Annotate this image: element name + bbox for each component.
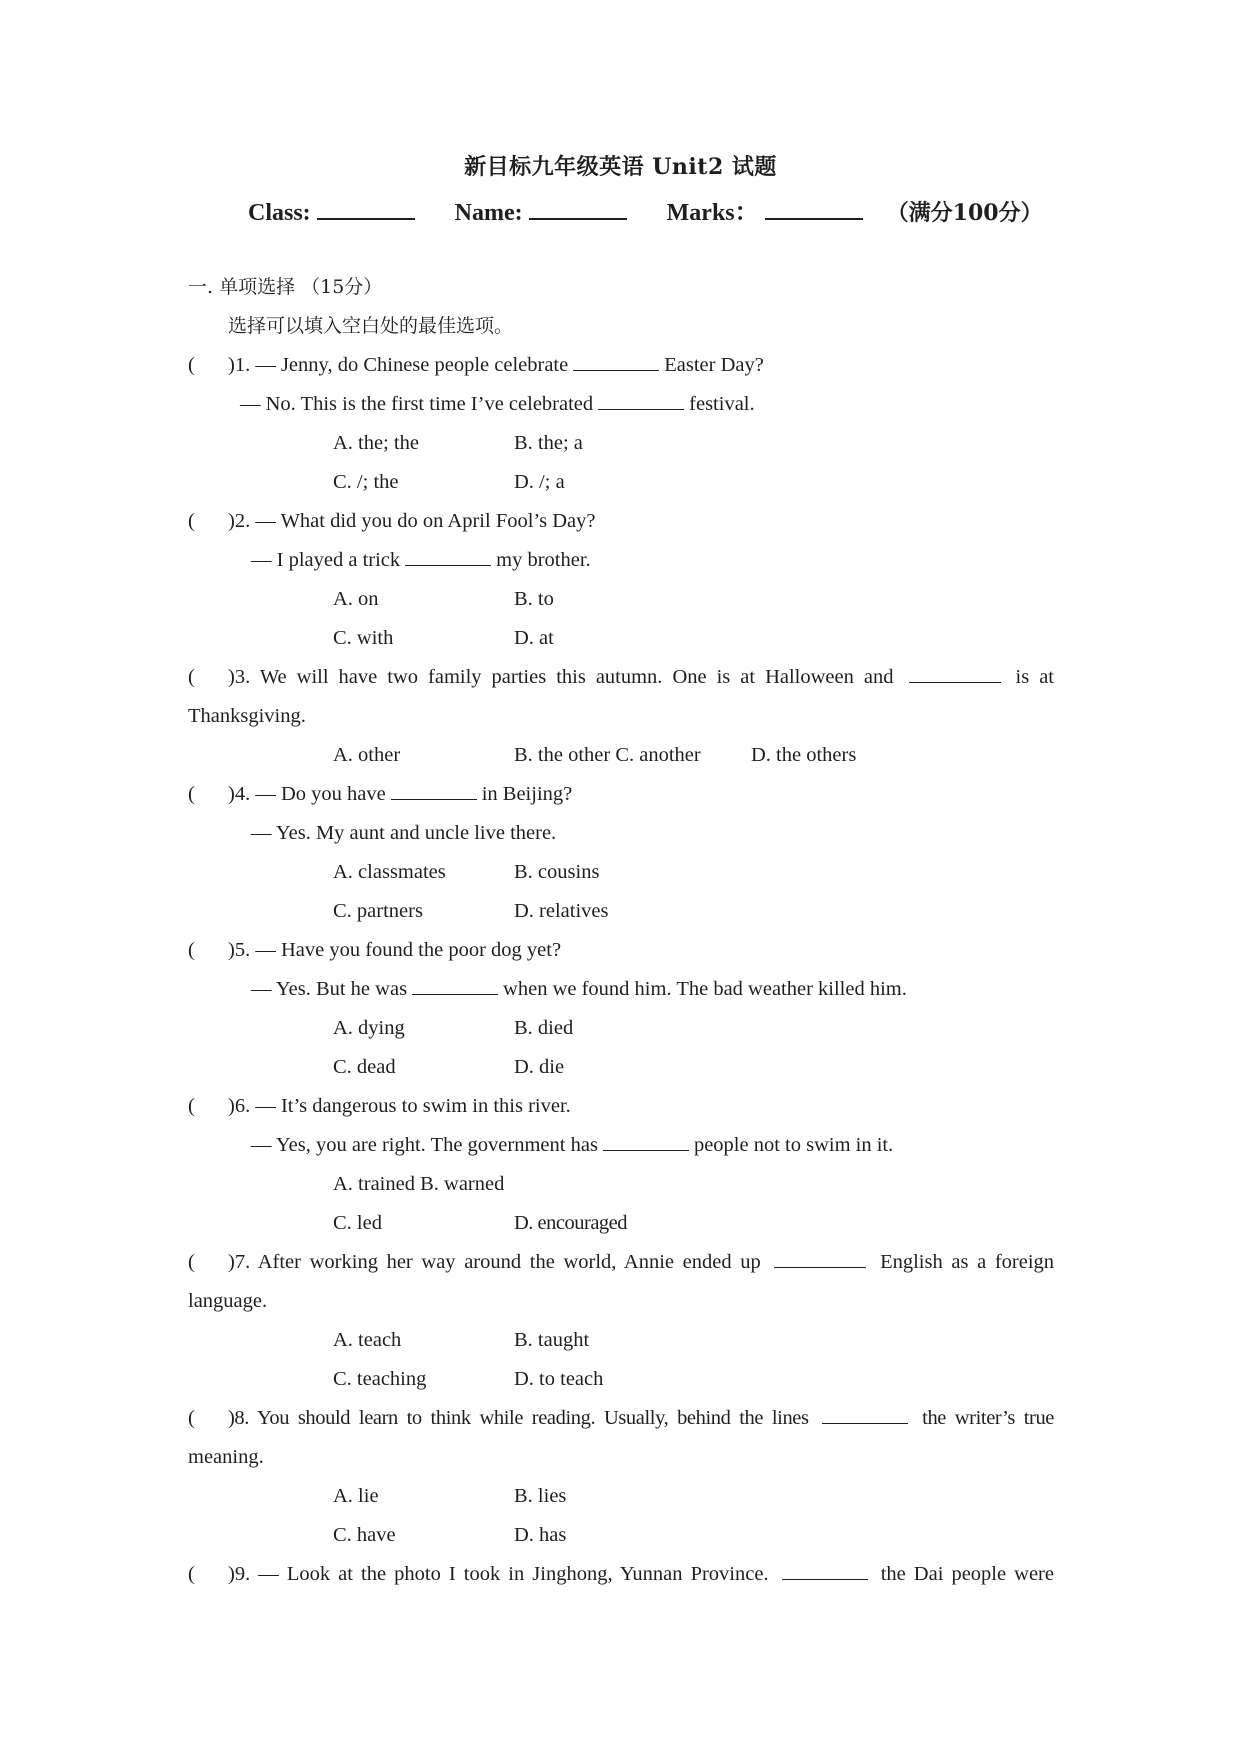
marks-label: Marks： — [666, 200, 759, 226]
section-heading: 一. 单项选择 （15分） — [188, 276, 383, 298]
full-marks-note: （满分100分） — [886, 200, 1043, 226]
option-a: A. other — [333, 744, 401, 766]
option-b: B. died — [514, 1017, 574, 1039]
option-d: D. the others — [751, 744, 857, 766]
fill-blank — [391, 781, 477, 800]
question-text: You should learn to think while reading. Usually, behind the lines — [257, 1407, 809, 1429]
fill-blank — [774, 1249, 866, 1268]
option-a: A. lie — [333, 1485, 379, 1507]
question-number: )9. — [228, 1563, 251, 1585]
option-d: D. to teach — [514, 1368, 604, 1390]
question-5-stem — [188, 937, 1054, 963]
question-number: )5. — [228, 939, 251, 961]
question-8-continuation: meaning. — [188, 1446, 264, 1468]
question-text: We will have two family parties this autumn. One is at Halloween and — [259, 666, 894, 688]
marks-blank — [765, 198, 863, 220]
question-text: the writer’s true — [922, 1407, 1054, 1429]
option-d: D. /; a — [514, 471, 565, 493]
answer-paren: ( — [188, 1095, 195, 1117]
response-text: — I played a trick — [251, 549, 401, 571]
class-label: Class: — [248, 200, 311, 226]
question-text: English as a foreign — [880, 1251, 1055, 1273]
option-b: B. cousins — [514, 861, 600, 883]
question-number: )6. — [228, 1095, 251, 1117]
class-blank — [317, 198, 415, 220]
fill-blank — [573, 352, 659, 371]
option-c: C. have — [333, 1524, 396, 1546]
option-a-b: A. trained B. warned — [333, 1173, 505, 1195]
question-text: — Jenny, do Chinese people celebrate — [255, 354, 569, 376]
answer-paren: ( — [188, 783, 195, 805]
question-number: )1. — [228, 354, 251, 376]
response-text: people not to swim in it. — [693, 1134, 894, 1156]
answer-paren: ( — [188, 510, 195, 532]
fill-blank — [405, 547, 491, 566]
option-a: A. classmates — [333, 861, 446, 883]
question-number: )8. — [228, 1407, 250, 1429]
response-text: — Yes, you are right. The government has — [251, 1134, 598, 1156]
question-text: — Have you found the poor dog yet? — [255, 939, 562, 961]
option-b: B. to — [514, 588, 554, 610]
option-c: C. dead — [333, 1056, 396, 1078]
option-a: A. the; the — [333, 432, 419, 454]
page-title: 新目标九年级英语 Unit2 试题 — [464, 154, 777, 180]
fill-blank — [782, 1561, 868, 1580]
option-d: D. has — [514, 1524, 567, 1546]
question-text: — Do you have — [255, 783, 386, 805]
option-c: C. with — [333, 627, 394, 649]
question-number: )2. — [228, 510, 251, 532]
question-4-response: — Yes. My aunt and uncle live there. — [251, 822, 557, 844]
option-a: A. on — [333, 588, 379, 610]
question-text: — What did you do on April Fool’s Day? — [255, 510, 596, 532]
fill-blank — [909, 664, 1001, 683]
option-d: D. at — [514, 627, 554, 649]
answer-paren: ( — [188, 666, 195, 688]
name-blank — [529, 198, 627, 220]
question-number: )3. — [228, 666, 251, 688]
question-1-response — [240, 391, 1106, 417]
fill-blank — [412, 976, 498, 995]
answer-paren: ( — [188, 1251, 195, 1273]
student-info-row — [248, 192, 1043, 227]
response-text: when we found him. The bad weather killed him. — [503, 978, 907, 1000]
response-text: — No. This is the first time I’ve celebrated — [240, 393, 594, 415]
option-d: D. encouraged — [514, 1212, 628, 1234]
question-6-stem — [188, 1093, 1054, 1119]
question-7-stem — [188, 1249, 1054, 1275]
option-a: A. dying — [333, 1017, 405, 1039]
question-number: )4. — [228, 783, 251, 805]
answer-paren: ( — [188, 939, 195, 961]
question-5-response — [251, 976, 1117, 1002]
question-9-stem — [188, 1561, 1054, 1587]
response-text: — Yes. But he was — [251, 978, 408, 1000]
option-b-c: B. the other C. another — [514, 744, 701, 766]
question-4-stem — [188, 781, 1054, 807]
question-7-continuation: language. — [188, 1290, 268, 1312]
option-a: A. teach — [333, 1329, 402, 1351]
response-text: my brother. — [496, 549, 591, 571]
answer-paren: ( — [188, 354, 195, 376]
question-text: is at — [1015, 666, 1055, 688]
option-b: B. the; a — [514, 432, 583, 454]
question-text: in Beijing? — [481, 783, 573, 805]
question-text: — Look at the photo I took in Jinghong, Yunnan Province. — [258, 1563, 769, 1585]
response-text: festival. — [689, 393, 755, 415]
question-2-response — [251, 547, 1117, 573]
option-b: B. lies — [514, 1485, 567, 1507]
question-6-response — [251, 1132, 1117, 1158]
fill-blank — [598, 391, 684, 410]
option-d: D. relatives — [514, 900, 609, 922]
option-c: C. led — [333, 1212, 382, 1234]
question-3-stem — [188, 664, 1054, 690]
option-d: D. die — [514, 1056, 565, 1078]
question-text: Easter Day? — [664, 354, 764, 376]
question-1-stem — [188, 352, 1054, 378]
option-c: C. /; the — [333, 471, 399, 493]
fill-blank — [603, 1132, 689, 1151]
fill-blank — [822, 1405, 908, 1424]
option-c: C. teaching — [333, 1368, 427, 1390]
question-text: After working her way around the world, Annie ended up — [257, 1251, 761, 1273]
question-text: the Dai people were — [880, 1563, 1054, 1585]
answer-paren: ( — [188, 1563, 195, 1585]
question-8-stem — [188, 1405, 1054, 1431]
question-3-continuation: Thanksgiving. — [188, 705, 306, 727]
name-label: Name: — [454, 200, 523, 226]
answer-paren: ( — [188, 1407, 195, 1429]
option-b: B. taught — [514, 1329, 590, 1351]
question-number: )7. — [228, 1251, 251, 1273]
question-text: — It’s dangerous to swim in this river. — [255, 1095, 571, 1117]
option-c: C. partners — [333, 900, 423, 922]
section-instruction: 选择可以填入空白处的最佳选项。 — [228, 315, 514, 337]
question-2-stem — [188, 508, 1054, 534]
